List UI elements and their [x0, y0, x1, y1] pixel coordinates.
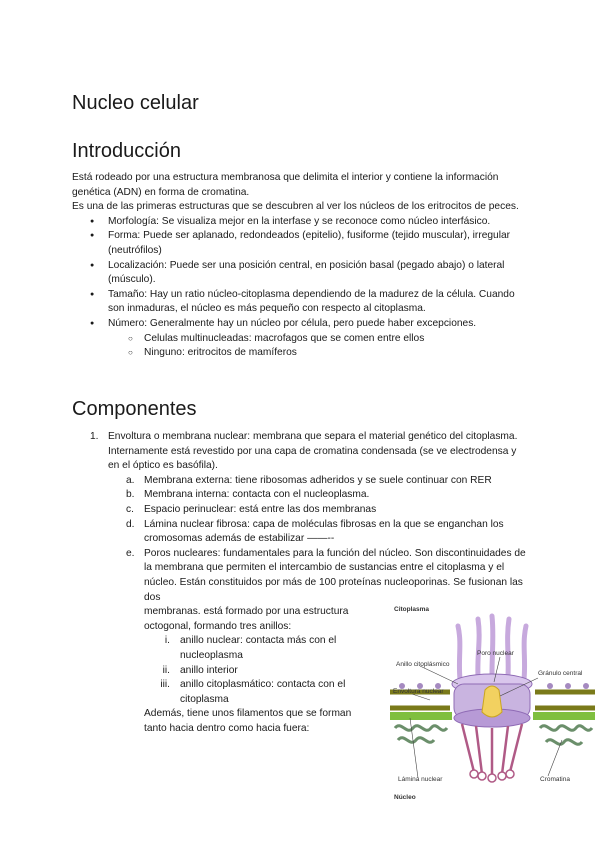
figure-label-poro-nuclear: Poro nuclear [477, 650, 514, 657]
central-granule [482, 686, 502, 717]
figure-label-citoplasma: Citoplasma [394, 606, 430, 613]
numbered-item-envoltura [72, 430, 528, 474]
filament [478, 619, 479, 676]
intro-paragraph-1: Está rodeado por una estructura membranosa que delimita el interior y contiene la información genética (ADN) en forma de cromatina. [72, 172, 499, 198]
basket-end [470, 770, 478, 778]
numbered-item-text: Envoltura o membrana nuclear: membrana que separa el material genético del citoplasma. Internamente está revestido por una capa de cromatina condensada (se ve electrodensa y en el óptico es basófila). [108, 431, 518, 472]
figure-label-granulo-central: Gránulo central [538, 670, 583, 677]
figure-label-cromatina: Cromatina [540, 776, 570, 783]
list-marker: ii. [162, 664, 170, 676]
list-marker: iii. [160, 679, 170, 691]
subitem-text: Lámina nuclear fibrosa: capa de moléculas fibrosas en la que se enganchan los cromosomas además de estabilizar ——-- [144, 518, 504, 545]
roman-item-anillo-citoplasmatico [72, 678, 372, 707]
filament [492, 616, 493, 674]
nuclear-pore-figure [390, 604, 595, 804]
list-marker: d. [126, 518, 135, 530]
list-marker: a. [126, 474, 135, 486]
figure-label-anillo-citoplasmico: Anillo citoplásmico [396, 661, 450, 668]
nuclear-lamina-left [390, 712, 452, 720]
intro-sub-bullet-list [72, 332, 528, 361]
filament [524, 626, 526, 679]
bullet-numero: ● Número: Generalmente hay un núcleo por célula, pero puede haber excepciones. [72, 317, 528, 332]
bullet-localizacion: ● Localización: Puede ser una posición central, en posición basal (pegado abajo) o lateral (músculo). [72, 259, 528, 288]
basket-end [506, 770, 514, 778]
nuclear-lamina-right [533, 712, 595, 720]
bullet-tamano: ● Tamaño: Hay un ratio núcleo-citoplasma dependiendo de la madurez de la célula. Cuando son inmaduras, el núcleo es más pequeño con respecto al citoplasma. [72, 288, 528, 317]
nuclear-pore-illustration [390, 604, 595, 804]
sub-bullet-ninguno: ○ Ninguno: eritrocitos de mamíferos [72, 346, 528, 361]
ribosome [547, 683, 553, 689]
basket-end [478, 772, 486, 780]
subitem-text: Espacio perinuclear: está entre las dos membranas [144, 503, 377, 515]
figure-label-lamina-nuclear: Lámina nuclear [398, 776, 443, 783]
filament [508, 619, 509, 676]
list-marker: 1. [90, 431, 99, 442]
list-marker: i. [164, 635, 170, 647]
subitem-text: Poros nucleares: fundamentales para la función del núcleo. Son discontinuidades de la membrana que permiten el intercambio de sustancias entre el citoplasma y el núcleo. Están constituidos por más de 100 proteínas nucleoporinas. Se fusionan las dos [144, 547, 526, 603]
basket-end [498, 772, 506, 780]
basket-end [488, 774, 496, 782]
subitem-espacio-perinuclear [72, 503, 528, 518]
intro-bullet-list [72, 215, 528, 332]
subitem-text: Membrana interna: contacta con el nucleoplasma. [144, 489, 370, 501]
roman-item-text: anillo interior [180, 664, 238, 676]
roman-item-text: anillo citoplasmático: contacta con el citoplasma [180, 679, 346, 705]
page-title: Nucleo celular [72, 92, 199, 114]
list-marker: e. [126, 547, 135, 559]
roman-item-text: anillo nuclear: contacta más con el nucleoplasma [180, 635, 337, 661]
subitem-text: Membrana externa: tiene ribosomas adheridos y se suele continuar con RER [144, 474, 492, 486]
bullet-forma: ● Forma: Puede ser aplanado, redondeados (epitelio), fusiforme (tejido muscular), irregular (neutrófilos) [72, 229, 528, 258]
intro-paragraph-2: Es una de las primeras estructuras que se descubren al ver los núcleos de los eritrocitos de peces. [72, 201, 519, 213]
subitem-membrana-interna [72, 488, 528, 503]
list-marker: c. [126, 503, 134, 515]
roman-item-anillo-interior [72, 664, 372, 679]
bullet-morfologia: ● Morfología: Se visualiza mejor en la interfase y se reconoce como núcleo interfásico. [72, 215, 528, 230]
filament [458, 626, 460, 679]
section-heading-componentes: Componentes [72, 398, 197, 420]
subitem-lamina-nuclear [72, 518, 528, 547]
figure-label-envoltura-nuclear: Envoltura nuclear [393, 688, 444, 695]
intro-body [72, 171, 528, 361]
figure-label-nucleo: Núcleo [394, 794, 416, 801]
sub-bullet-multinucleadas: ○ Celulas multinucleadas: macrofagos que se comen entre ellos [72, 332, 528, 347]
ribosome [565, 683, 571, 689]
filaments-paragraph: Además, tiene unos filamentos que se forman tanto hacia dentro como hacia fuera: [144, 708, 352, 734]
section-heading-introduccion: Introducción [72, 140, 181, 162]
subitem-text-continued: membranas. está formado por una estructura octogonal, formando tres anillos: [144, 606, 349, 632]
roman-item-anillo-nuclear [72, 634, 372, 663]
ribosome [583, 683, 589, 689]
list-marker: b. [126, 489, 135, 501]
subitem-membrana-externa [72, 474, 528, 489]
